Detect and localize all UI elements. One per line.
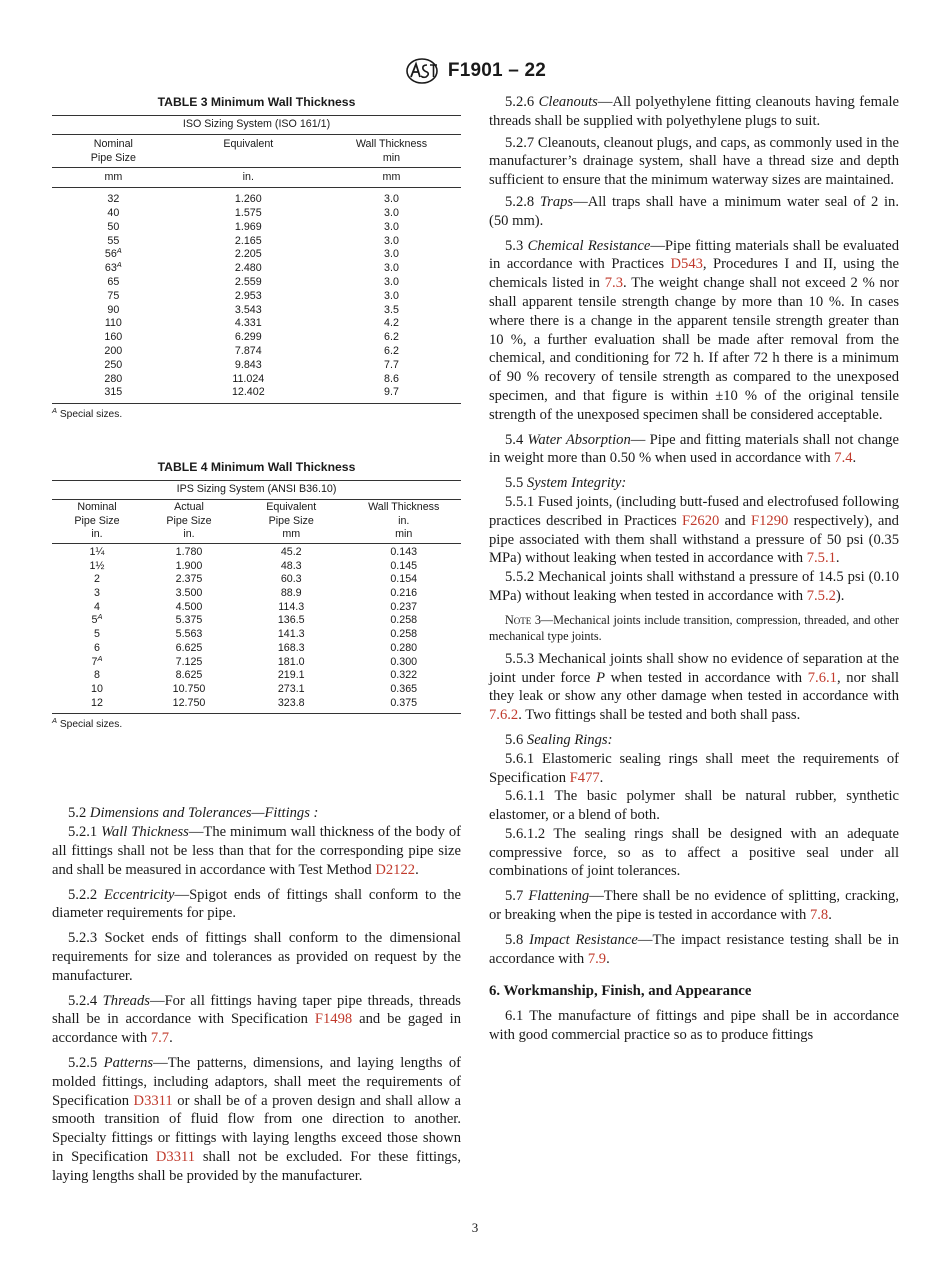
section-5-5-3: 5.5.3 Mechanical joints shall show no evidence of separation at the joint under force P when tested in accordance with 7.6.1, nor shall they leak or show any other damage when tested in accordance with 7.6.2. Two fittings shall be tested and both shall pass. [489,650,900,724]
table-cell: 12.750 [142,697,236,714]
table-cell: 3.500 [175,587,203,600]
table-cell: 88.9 [280,587,302,600]
page-number: 3 [471,1220,479,1235]
ref-link[interactable]: F1290 [750,512,789,529]
table-cell: 0.145 [390,559,418,572]
section-6-1: 6.1 The manufacture of fittings and pipe shall be in accordance with good commercial practice so as to produce fittings [489,1008,899,1044]
table-row [52,587,461,601]
table-row [52,543,461,559]
table-cell: 7.125 [175,655,203,668]
table4-unit: min [346,528,461,543]
table-cell: 280 [104,372,123,385]
table-row [52,207,461,221]
section-5-6-1-2: 5.6.1.2 The sealing rings shall be designed with an adequate compressive force, so as to affect a positive seal under all combinations of joint tolerances. [489,825,899,880]
table4-header-nominal: Nominal Pipe Size [74,500,120,527]
table-row [52,188,461,207]
table-row [52,601,461,615]
table-cell: 3.0 [384,248,399,261]
footnote-mark: A [97,653,103,663]
ref-link[interactable]: 7.6.2 [489,707,519,724]
section-5-7: 5.7 Flattening—There shall be no evidence of splitting, cracking, or breaking when the pipe is tested in accordance with 7.8. [489,888,899,924]
section-6-heading: 6. Workmanship, Finish, and Appearance [489,983,752,1000]
table-cell: 6 [94,641,100,654]
table4 [52,480,461,714]
table-row [52,669,461,683]
table-cell: 6.2 [384,344,399,357]
table-row [52,386,461,403]
table-cell: 0.216 [390,587,418,600]
table4-header [52,499,142,528]
table-cell: 3.543 [234,303,262,316]
table-row [52,560,461,574]
table4-system: IPS Sizing System (ANSI B36.10) [52,481,461,500]
table-cell: 3 [94,587,100,600]
table-row [52,345,461,359]
table-row [52,304,461,318]
table-cell: 4.2 [384,317,399,330]
table-cell: 168.3 [277,641,305,654]
ref-link[interactable]: 7.6.1 [807,669,837,686]
table-cell: 32 [107,193,120,206]
table-cell: 9.843 [234,358,262,371]
footnote-mark: A [116,246,122,256]
table-cell: 0.280 [390,641,418,654]
table-cell: $56^A$ [104,246,122,261]
table3-title: TABLE 3 Minimum Wall Thickness [157,95,356,109]
section-5-3: 5.3 Chemical Resistance—Pipe fitting materials shall be evaluated in accordance with Practices D543, Procedures I and II, using the chemicals listed in 7.3. The weight change shall not exceed 2 % nor shall apparent tensile strength change by more than 10 %. In cases where there is a change in the apparent tensile strength greater than 10 %, a further evaluation shall be made after removal from the chemical, and conditioning for 72 h. If after 72 h there is a minimum of 90 % recovery of tensile strength as compared to the unexposed specimen, and that figure is within ±10 % of the original tensile strength of the unexposed specimen shall be considered acceptable. [489,237,900,423]
table-cell: $63^A$ [104,260,122,275]
table-cell: 2 [94,573,100,586]
table-cell: 0.322 [390,669,418,682]
table-cell: 12.402 [175,386,322,403]
section-5-8: 5.8 Impact Resistance—The impact resistance testing shall be in accordance with 7.9. [489,931,899,967]
table-cell: 65 [107,275,120,288]
table-cell: 7.874 [234,344,262,357]
note-3: Note 3—Mechanical joints include transition, compression, threaded, and other mechanical type joints. [489,612,899,643]
table3-unit: mm [322,168,461,188]
ref-link[interactable]: F477 [569,769,600,786]
table-row [52,331,461,345]
table-cell: 6.2 [384,331,399,344]
table-cell: 1¼ [52,543,142,559]
table-cell: 141.3 [277,628,305,641]
table-cell: 8.6 [384,372,399,385]
section-5-2-5: 5.2.5 Patterns—The patterns, dimensions, and laying lengths of molded fittings, including adaptors, shall meet the requirements of Specification D3311 or shall be of a proven design and shall allow a smooth transition of fluid flow from one direction to another. Specialty fittings or fittings with laying lengths exceed those shown in Specification D3311 shall not be excluded. For these fittings, laying lengths shall be provided by the manufacturer. [52,1054,461,1184]
table-cell: 1.969 [234,220,262,233]
table-cell: 2.375 [175,573,203,586]
right-column [489,93,899,1045]
table4-header-wall: Wall Thickness in. [368,500,440,527]
ref-link[interactable]: 7.5.1 [806,550,836,567]
table-cell: 90 [107,303,120,316]
table-cell: 3.0 [384,234,399,247]
table3-header-nominal: Nominal Pipe Size [90,137,136,164]
footnote-mark: A [97,612,103,622]
table-row [52,683,461,697]
table4-header-actual: Actual Pipe Size [166,500,212,527]
table-row [52,628,461,642]
section-5-5: 5.5 System Integrity: [505,475,627,492]
table-cell: 0.143 [346,543,461,559]
table-cell: 75 [107,289,120,302]
table3-header [52,134,175,168]
table4-header [142,499,236,528]
section-5-5-1: 5.5.1 Fused joints, (including butt-fused and electrofused following practices described in Practices F2620 and F1290 respectively), and pipe associated with them shall withstand a pressure of 50 psi (0.35 MPa) without leaking when tested in accordance with 7.5.1. [489,493,899,567]
table-cell: 0.375 [346,697,461,714]
table-cell: 48.3 [280,559,302,572]
section-5-2-4: 5.2.4 Threads—For all fittings having taper pipe threads, threads shall be in accordance with Specification F1498 and be gaged in accordance with 7.7. [52,992,462,1047]
table-row [52,656,461,670]
section-5-5-2: 5.5.2 Mechanical joints shall withstand a pressure of 14.5 psi (0.10 MPa) without leaking when tested in accordance with 7.5.2). [489,569,899,604]
table-cell: 10 [91,682,103,695]
footnote-mark: A [116,260,122,270]
table-cell: 3.0 [384,206,399,219]
section-5-2-1: 5.2.1 Wall Thickness—The minimum wall thickness of the body of all fittings shall not be less than that for the corresponding pipe size and shall be measured in accordance with Test Method D2122. [52,824,461,878]
table-cell: 45.2 [236,543,346,559]
table-cell: 4 [94,600,100,613]
table-cell: 0.154 [390,573,418,586]
table-row [52,573,461,587]
table-cell: 2.480 [234,262,262,275]
section-5-4: 5.4 Water Absorption— Pipe and fitting materials shall not change in weight more than 0.50 % when used in accordance with 7.4. [489,431,900,467]
table3-body [52,188,461,404]
table-cell: 160 [104,331,123,344]
table3-unit: in. [175,168,322,188]
table-cell: 11.024 [232,372,265,385]
ref-link[interactable]: F1498 [314,1011,353,1028]
footnote-text: Special sizes. [59,719,123,731]
table4-unit: in. [142,528,236,543]
table-cell: 8.625 [175,669,203,682]
table4-unit: in. [52,528,142,543]
table-row [52,221,461,235]
table-row [52,235,461,249]
section-5-2-8: 5.2.8 Traps—All traps shall have a minimum water seal of 2 in. (50 mm). [489,193,899,229]
ref-link[interactable]: 7.8 [809,907,829,924]
table-cell: 3.0 [384,220,399,233]
table-row [52,248,461,262]
footnote-text: Special sizes. [59,409,123,421]
table-cell: 0.237 [390,600,418,613]
table-cell: 2.165 [234,234,262,247]
section-5-6-1-1: 5.6.1.1 The basic polymer shall be natural rubber, synthetic elastomer, or a blend of both. [489,788,899,824]
table-cell: 3.0 [384,275,399,288]
table-cell: 1.260 [234,193,262,206]
table-cell: 9.7 [322,386,461,403]
table-cell: 55 [107,234,120,247]
table4-header [346,499,461,528]
table-cell: 0.258 [390,614,418,627]
table-cell: 4.500 [175,600,203,613]
table-cell: 136.5 [277,614,305,627]
ref-link[interactable]: 7.3 [604,275,623,292]
table-cell: 8 [94,669,100,682]
ref-link[interactable]: D3311 [133,1092,173,1109]
table-cell: 1.780 [142,543,236,559]
table-cell: 40 [107,206,120,219]
table-cell: 0.300 [390,655,418,668]
ref-link[interactable]: F2620 [682,512,720,529]
table-cell: 1.900 [175,559,203,572]
table-row [52,373,461,387]
table-cell: 60.3 [280,573,302,586]
ref-link[interactable]: D2122 [375,861,416,878]
table-cell: 200 [104,344,123,357]
table3-header-equivalent: Equivalent [223,137,274,150]
table-row [52,359,461,373]
table3-unit: mm [52,168,175,188]
table4-header [236,499,346,528]
table4-header-equivalent: Equivalent Pipe Size [266,500,317,527]
table-cell: 2.205 [234,248,262,261]
table-cell: 4.331 [234,317,262,330]
table-cell: 3.0 [384,193,399,206]
table-cell: 12 [52,697,142,714]
ref-link[interactable]: D3311 [155,1148,196,1165]
table3-header [322,134,461,168]
table-cell: 3.0 [384,289,399,302]
table-cell: 323.8 [236,697,346,714]
table-cell: $5^A$ [91,612,103,627]
table4-footnote [52,716,461,731]
table-row [52,614,461,628]
section-5-6-1: 5.6.1 Elastomeric sealing rings shall meet the requirements of Specification F477. [489,750,899,786]
table-cell: 6.625 [175,641,203,654]
table-cell: 2.559 [234,275,262,288]
table-cell: 1.575 [234,206,262,219]
table-cell: 5.375 [175,614,203,627]
table-row [52,276,461,290]
ref-link[interactable]: 7.4 [834,450,853,467]
table-cell: $7^A$ [91,653,103,668]
table3-header-wall: Wall Thickness min [355,137,428,164]
table-cell: 219.1 [277,669,305,682]
table-cell: 315 [52,386,175,403]
table-cell: 110 [104,317,122,330]
left-column [52,93,461,1186]
table-cell: 5 [94,628,100,641]
table-cell: 3.5 [384,303,399,316]
table-cell: 114.3 [278,600,305,613]
table-cell: 50 [107,220,120,233]
table3 [52,115,461,404]
footnote-mark: A [52,716,58,726]
ref-link[interactable]: D543 [670,256,703,273]
ref-link[interactable]: 7.5.2 [806,587,836,604]
astm-logo-icon [404,57,440,85]
table-cell: 6.299 [234,331,262,344]
table-cell: 273.1 [277,682,305,695]
footnote-mark: A [52,406,58,416]
table-row [52,642,461,656]
table-row [52,697,461,714]
page-header [0,56,950,86]
table-cell: 5.563 [175,628,203,641]
section-5-2-2: 5.2.2 Eccentricity—Spigot ends of fittings shall conform to the diameter requirements for pipe. [52,886,461,922]
document-id: F1901 – 22 [447,60,547,81]
table3-system: ISO Sizing System (ISO 161/1) [52,116,461,135]
ref-link[interactable]: 7.9 [587,950,607,967]
section-5-2-7: 5.2.7 Cleanouts, cleanout plugs, and caps, as commonly used in the manufacturer’s drainage system, shall have a thread size and depth sufficient to ensure that the minimum waterway sizes are maintained. [489,134,899,189]
table-cell: 10.750 [172,682,206,695]
table3-footnote [52,406,461,421]
table4-unit: mm [236,528,346,543]
table-cell: 181.0 [277,655,305,668]
table-cell: 0.365 [390,682,418,695]
table-cell: 7.7 [384,358,399,371]
table-row [52,290,461,304]
table-cell: 3.0 [384,262,399,275]
section-5-2-3: 5.2.3 Socket ends of fittings shall conform to the dimensional requirements for size and tolerances as provided on request by the manufacturer. [52,930,461,984]
table-row [52,262,461,276]
section-5-6: 5.6 Sealing Rings: [505,731,613,748]
section-5-2-6: 5.2.6 Cleanouts—All polyethylene fitting cleanouts having female threads shall be supplied with polyethylene plugs to suit. [489,94,899,129]
ref-link[interactable]: 7.7 [150,1030,170,1047]
table4-title: TABLE 4 Minimum Wall Thickness [157,460,356,475]
table4-body [52,543,461,713]
table-cell: 250 [104,358,123,371]
table-cell: 1½ [89,559,105,572]
table-row [52,317,461,331]
section-5-2: 5.2 Dimensions and Tolerances—Fittings : [68,805,319,822]
table-cell: 0.258 [390,628,418,641]
table-cell: 2.953 [234,289,262,302]
